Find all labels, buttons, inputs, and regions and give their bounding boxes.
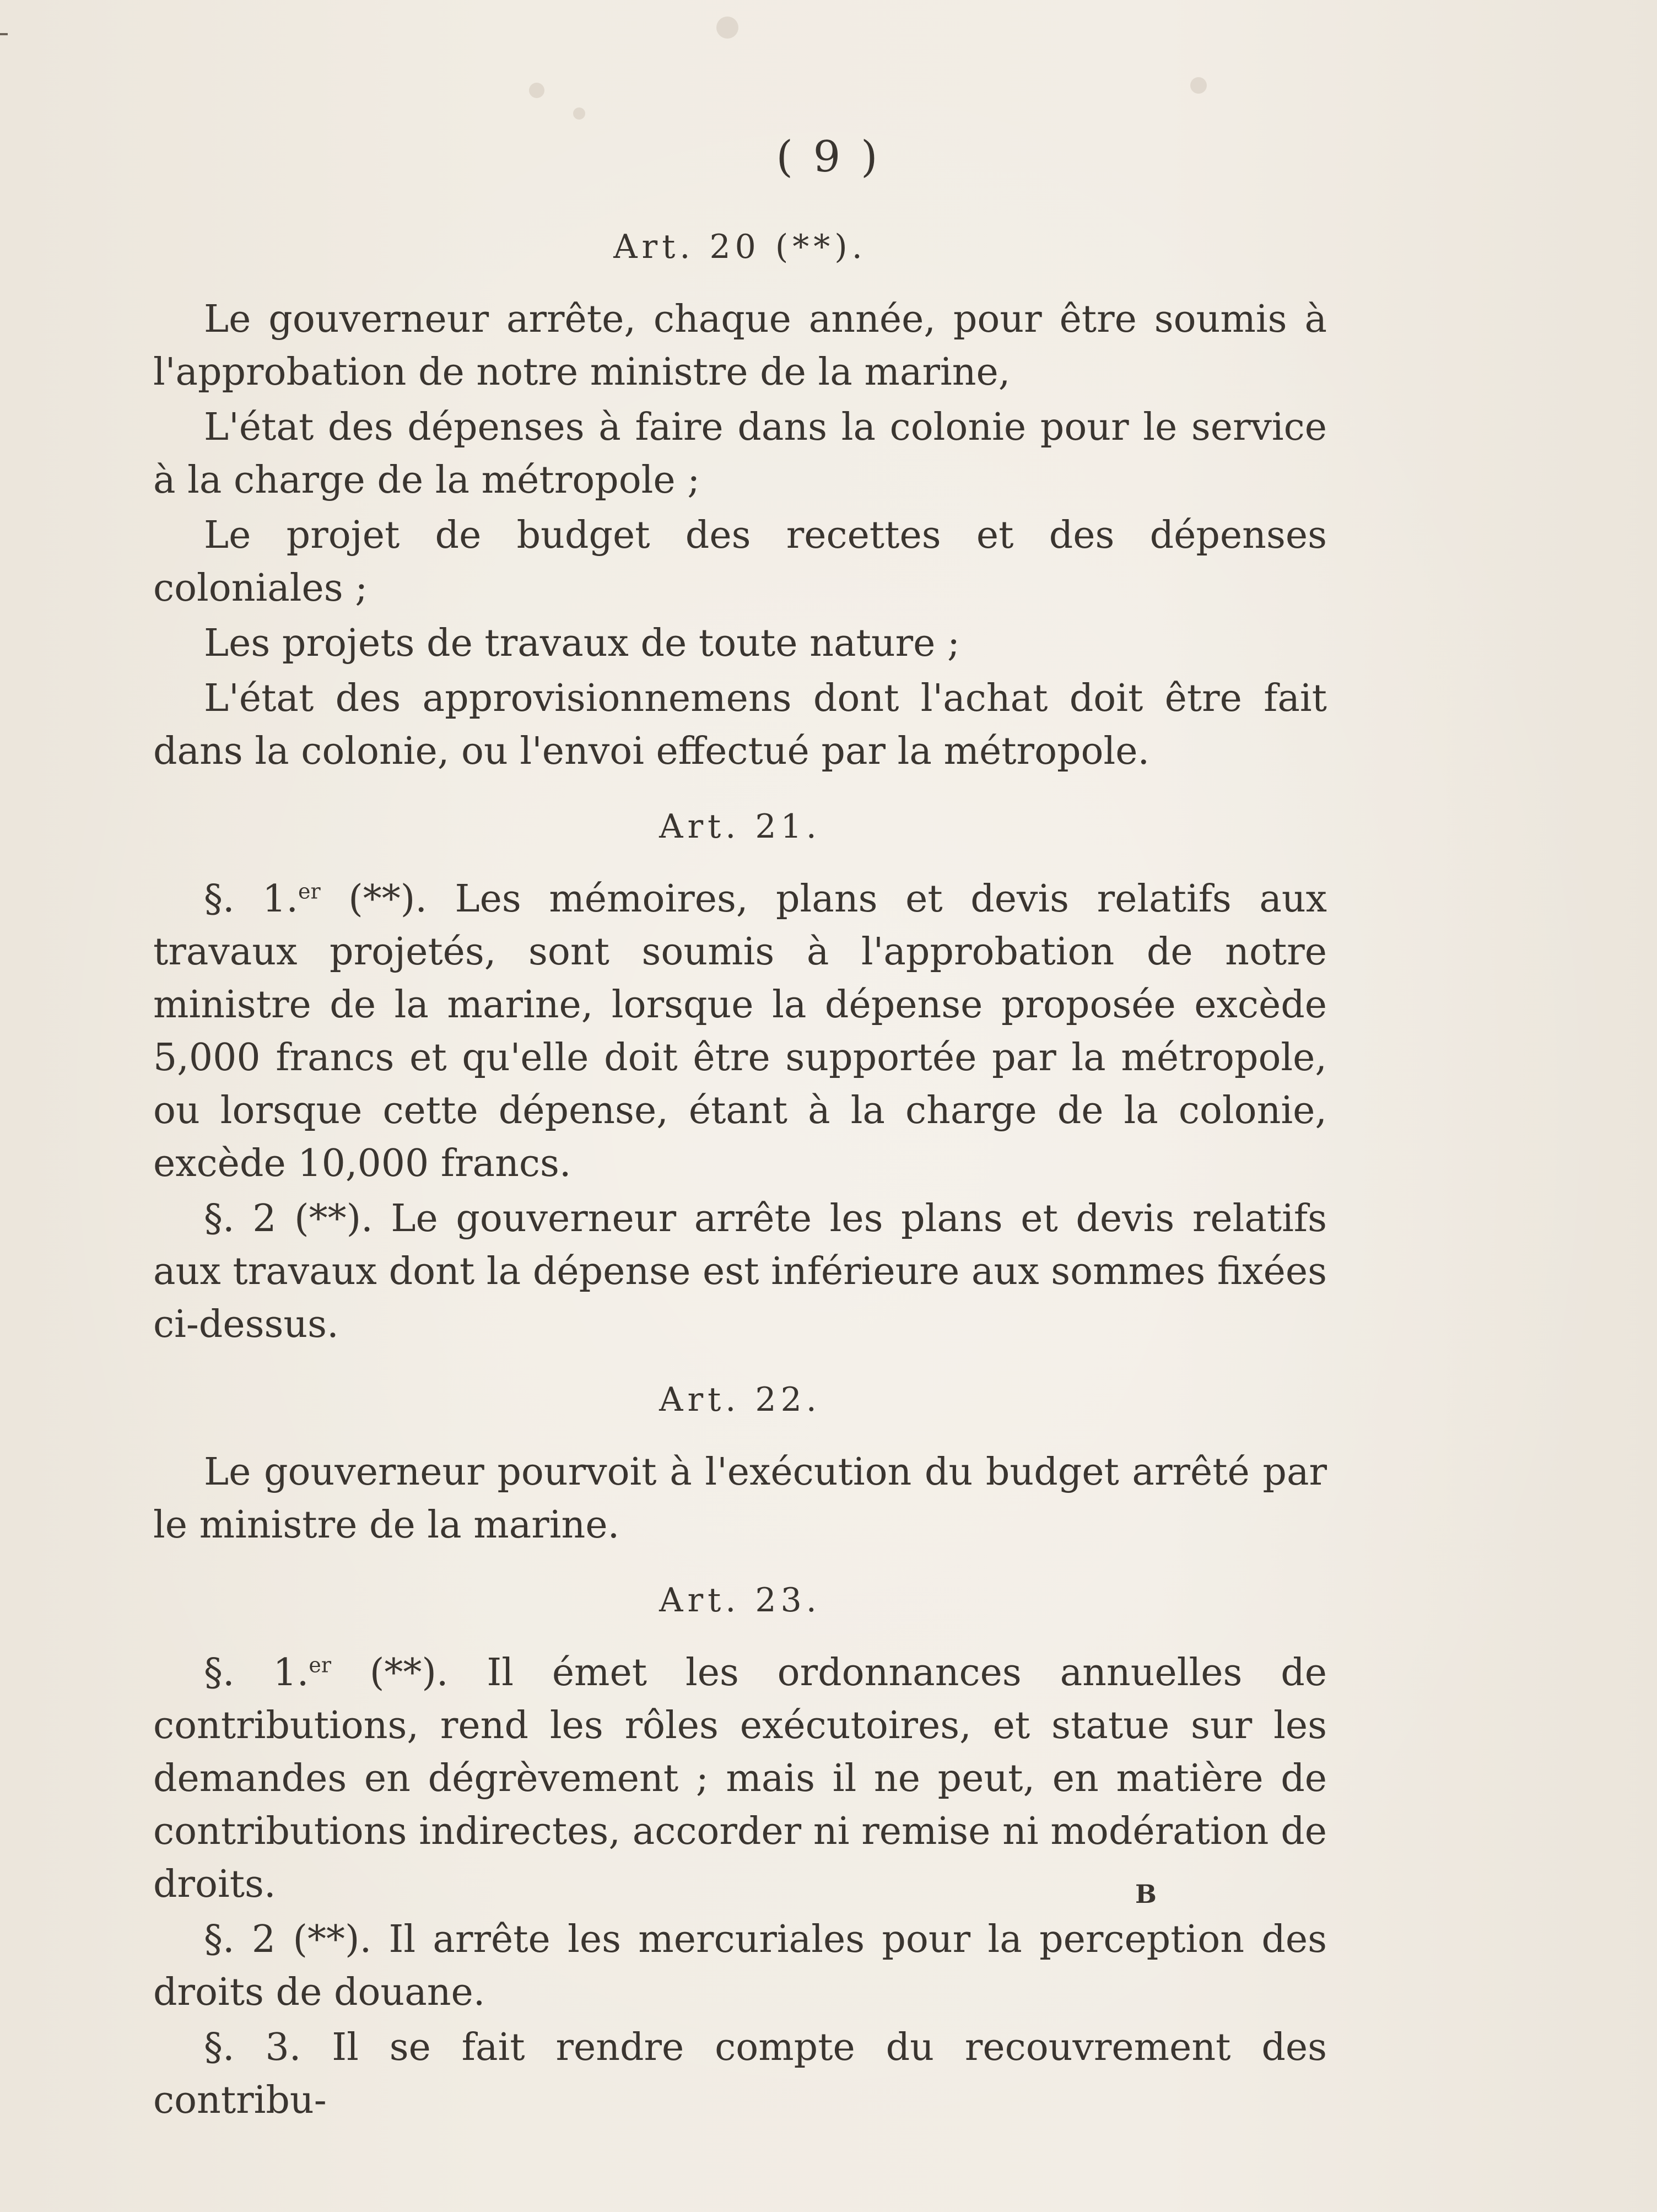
body-text: [153, 220, 1327, 2129]
section-number: §. 1.: [204, 1651, 309, 1695]
paragraph: Les projets de travaux de toute nature ;: [204, 622, 960, 665]
paper-speck: [716, 17, 738, 39]
page-edge-mark: [0, 33, 8, 35]
section-text: (**). Il émet les ordonnances annuelles de contributions, rend les rôles exécutoires, et statue sur les demandes en dégrèvement ; mais il ne peut, en matière de contributions indirectes, accorder ni remise ni modération de droits.: [153, 1651, 1327, 1906]
paragraph: L'état des dépenses à faire dans la colonie pour le service à la charge de la métropole ;: [153, 406, 1327, 502]
article-heading: Art. 20 (**).: [613, 228, 867, 266]
page-number: ( 9 ): [776, 132, 881, 182]
article-heading: Art. 23.: [659, 1581, 821, 1620]
section-text: (**). Il arrête les mercuriales pour la perception des droits de douane.: [153, 1918, 1327, 2014]
paper-speck: [529, 83, 544, 98]
paragraph: Le gouverneur pourvoit à l'exécution du budget arrêté par le ministre de la marine.: [153, 1450, 1327, 1547]
paper-speck: [573, 107, 585, 120]
section-paragraph: [153, 1647, 1327, 1911]
section-number: §. 2: [204, 1197, 277, 1240]
section-text: (**). Les mémoires, plans et devis relatifs aux travaux projetés, sont soumis à l'approbation de notre ministre de la marine, lorsque la dépense proposée excède 5,000 francs et qu'elle doit être supportée par la métropole, ou lorsque cette dépense, étant à la charge de la colonie, excède 10,000 francs.: [153, 877, 1327, 1185]
paper-speck: [1190, 77, 1207, 94]
paragraph: L'état des approvisionnemens dont l'achat doit être fait dans la colonie, ou l'envoi effectué par la métropole.: [153, 677, 1327, 773]
section-paragraph: [153, 1913, 1327, 2019]
superscript: er: [298, 879, 321, 904]
paragraph: Le gouverneur arrête, chaque année, pour être soumis à l'approbation de notre ministre de la marine,: [153, 298, 1327, 394]
section-text: (**). Le gouverneur arrête les plans et devis relatifs aux travaux dont la dépense est inférieure aux sommes fixées ci-dessus.: [153, 1197, 1327, 1346]
section-paragraph: [153, 873, 1327, 1190]
section-paragraph: [153, 1193, 1327, 1351]
article-heading: Art. 22.: [659, 1380, 821, 1419]
section-number: §. 3.: [204, 2026, 301, 2069]
section-number: §. 1.: [204, 877, 299, 921]
section-paragraph: [153, 2021, 1327, 2127]
article-heading: Art. 21.: [659, 807, 821, 846]
section-number: §. 2: [204, 1918, 276, 1961]
section-text: Il se fait rendre compte du recouvrement des contribu-: [153, 2026, 1327, 2122]
superscript: er: [309, 1653, 331, 1677]
paragraph: Le projet de budget des recettes et des dépenses coloniales ;: [153, 514, 1327, 610]
signature-mark: B: [1135, 1879, 1158, 1909]
